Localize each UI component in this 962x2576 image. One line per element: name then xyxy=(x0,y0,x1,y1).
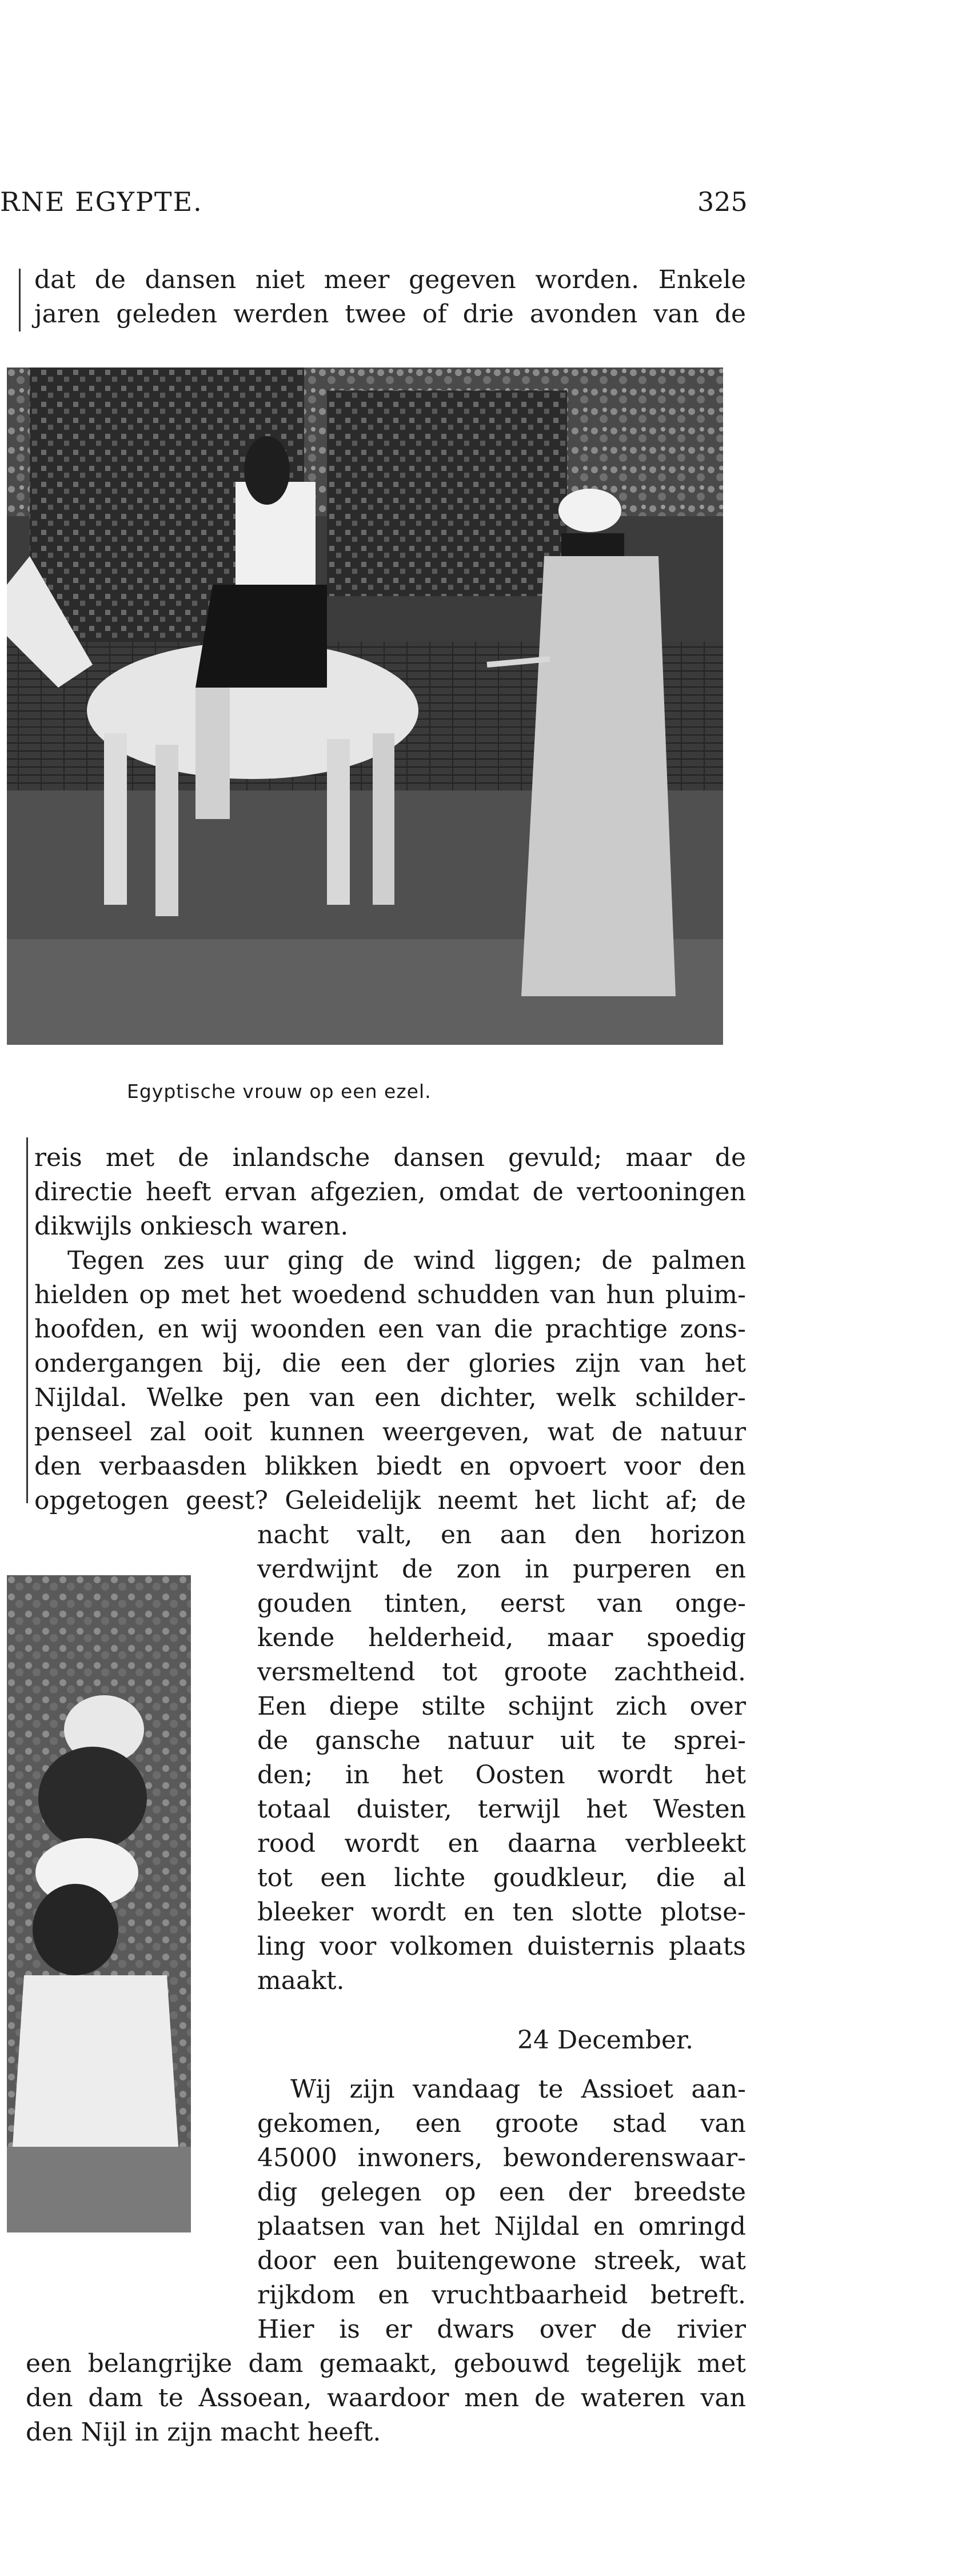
text-line: Een diepe stilte schijnt zich over xyxy=(257,1692,746,1721)
figure-caption: Egyptische vrouw op een ezel. xyxy=(127,1080,432,1103)
text-line: een belangrijke dam gemaakt, gebouwd tegelijk met xyxy=(26,2349,746,2378)
text-line: Nijldal. Welke pen van een dichter, welk schilder- xyxy=(34,1383,746,1412)
text-line: kende helderheid, maar spoedig xyxy=(257,1623,746,1652)
photo-woman-on-donkey xyxy=(7,368,723,1045)
text-line: Hier is er dwars over de rivier xyxy=(257,2315,746,2344)
text-line: nacht valt, en aan den horizon xyxy=(257,1520,746,1549)
text-line: ondergangen bij, die een der glories zijn van het xyxy=(34,1349,746,1378)
text-line: door een buitengewone streek, wat xyxy=(257,2246,746,2275)
text-line: verdwijnt de zon in purperen en xyxy=(257,1555,746,1584)
text-line: directie heeft ervan afgezien, omdat de vertooningen xyxy=(34,1177,746,1207)
text-line: hielden op met het woedend schudden van hun pluim- xyxy=(34,1280,746,1309)
margin-mark-middle xyxy=(26,1137,28,1503)
text-line: totaal duister, terwijl het Westen xyxy=(257,1795,746,1824)
photo-children xyxy=(7,1575,191,2232)
text-line: dat de dansen niet meer gegeven worden. Enkele xyxy=(34,265,746,294)
text-line: reis met de inlandsche dansen gevuld; maar de xyxy=(34,1143,746,1172)
text-line: 45000 inwoners, bewonderenswaar- xyxy=(257,2143,746,2172)
text-line: hoofden, en wij woonden een van die prachtige zons- xyxy=(34,1315,746,1344)
text-line: Tegen zes uur ging de wind liggen; de palmen xyxy=(67,1246,746,1275)
text-line: jaren geleden werden twee of drie avonden van de xyxy=(34,299,746,329)
text-line: den; in het Oosten wordt het xyxy=(257,1760,746,1790)
text-line: rood wordt en daarna verbleekt xyxy=(257,1829,746,1858)
date-heading: 24 December. xyxy=(517,2026,694,2055)
text-line: maakt. xyxy=(257,1966,345,1995)
text-line: gouden tinten, eerst van onge- xyxy=(257,1589,746,1618)
text-line: penseel zal ooit kunnen weergeven, wat de natuur xyxy=(34,1417,746,1447)
text-line: de gansche natuur uit te sprei- xyxy=(257,1726,746,1755)
text-line: den verbaasden blikken biedt en opvoert voor den xyxy=(34,1452,746,1481)
page-number: 325 xyxy=(697,186,748,217)
text-line: dikwijls onkiesch waren. xyxy=(34,1212,349,1241)
text-line: bleeker wordt en ten slotte plotse- xyxy=(257,1898,746,1927)
text-line: ling voor volkomen duisternis plaats xyxy=(257,1932,746,1961)
text-line: rijkdom en vruchtbaarheid betreft. xyxy=(257,2281,746,2310)
margin-mark-top xyxy=(19,269,21,332)
text-line: Wij zijn vandaag te Assioet aan- xyxy=(290,2075,746,2104)
text-line: den Nijl in zijn macht heeft. xyxy=(26,2418,381,2447)
text-line: den dam te Assoean, waardoor men de wateren van xyxy=(26,2383,746,2413)
text-line: gekomen, een groote stad van xyxy=(257,2109,746,2138)
text-line: dig gelegen op een der breedste xyxy=(257,2178,746,2207)
text-line: plaatsen van het Nijldal en omringd xyxy=(257,2212,746,2241)
text-line: opgetogen geest? Geleidelijk neemt het licht af; de xyxy=(34,1486,746,1515)
text-line: versmeltend tot groote zachtheid. xyxy=(257,1658,746,1687)
running-title: RNE EGYPTE. xyxy=(0,186,203,217)
text-line: tot een lichte goudkleur, die al xyxy=(257,1863,746,1892)
